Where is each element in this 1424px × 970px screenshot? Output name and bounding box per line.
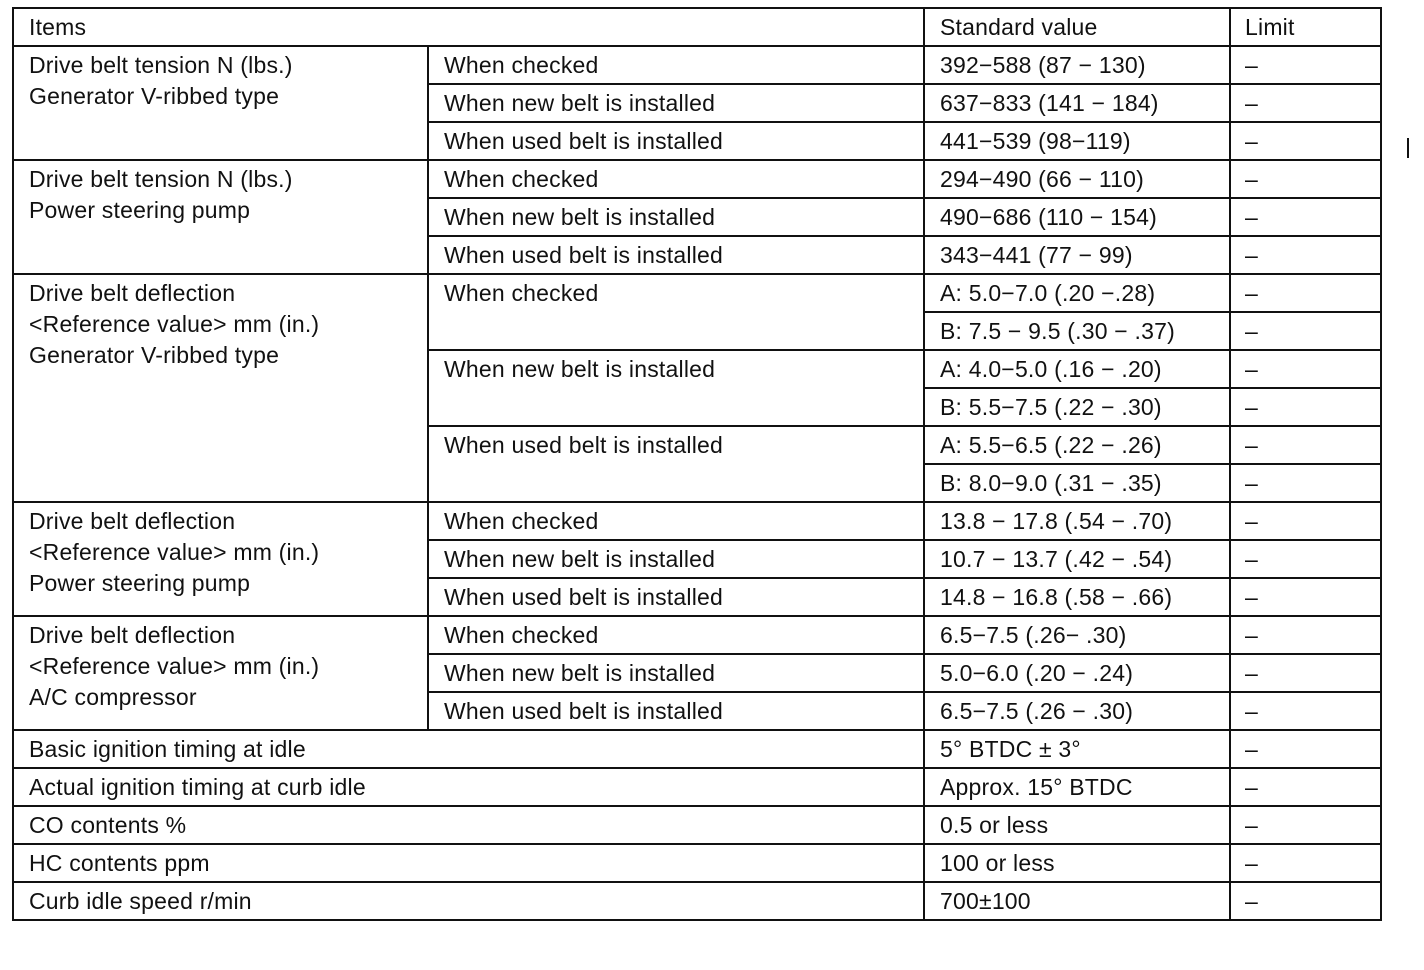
limit-cell: – <box>1230 350 1381 388</box>
limit-header: Limit <box>1230 8 1381 46</box>
limit-cell: – <box>1230 540 1381 578</box>
item-cell: Curb idle speed r/min <box>13 882 924 920</box>
standard-value-cell: 441−539 (98−119) <box>924 122 1230 160</box>
limit-cell: – <box>1230 236 1381 274</box>
standard-value-cell: A: 5.5−6.5 (.22 − .26) <box>924 426 1230 464</box>
limit-cell: – <box>1230 882 1381 920</box>
standard-value-cell: B: 8.0−9.0 (.31 − .35) <box>924 464 1230 502</box>
item-line: Drive belt tension N (lbs.) <box>29 52 293 78</box>
standard-value-cell: 100 or less <box>924 844 1230 882</box>
condition-cell: When checked <box>428 46 924 84</box>
condition-cell: When used belt is installed <box>428 122 924 160</box>
limit-cell: – <box>1230 844 1381 882</box>
item-line: A/C compressor <box>29 684 197 710</box>
condition-cell: When new belt is installed <box>428 540 924 578</box>
condition-cell: When used belt is installed <box>428 236 924 274</box>
table-row <box>13 730 1381 768</box>
standard-value-cell: B: 7.5 − 9.5 (.30 − .37) <box>924 312 1230 350</box>
condition-cell: When checked <box>428 616 924 654</box>
standard-value-header: Standard value <box>924 8 1230 46</box>
condition-cell: When new belt is installed <box>428 654 924 692</box>
item-line: Generator V-ribbed type <box>29 83 280 109</box>
item-line: <Reference value> mm (in.) <box>29 539 320 565</box>
table-row <box>13 502 1381 540</box>
standard-value-cell: 490−686 (110 − 154) <box>924 198 1230 236</box>
item-line: Generator V-ribbed type <box>29 342 280 368</box>
standard-value-cell: 700±100 <box>924 882 1230 920</box>
condition-cell: When used belt is installed <box>428 426 924 502</box>
item-line: Power steering pump <box>29 197 251 223</box>
item-line: <Reference value> mm (in.) <box>29 311 320 337</box>
item-cell <box>13 160 428 274</box>
header-row <box>13 8 1381 46</box>
table-row <box>13 616 1381 654</box>
standard-value-cell: B: 5.5−7.5 (.22 − .30) <box>924 388 1230 426</box>
condition-cell: When new belt is installed <box>428 198 924 236</box>
standard-value-cell: 14.8 − 16.8 (.58 − .66) <box>924 578 1230 616</box>
limit-cell: – <box>1230 122 1381 160</box>
table-row <box>13 160 1381 198</box>
limit-cell: – <box>1230 464 1381 502</box>
standard-value-cell: 5.0−6.0 (.20 − .24) <box>924 654 1230 692</box>
limit-cell: – <box>1230 692 1381 730</box>
margin-mark <box>1407 138 1409 158</box>
limit-cell: – <box>1230 578 1381 616</box>
condition-cell: When checked <box>428 160 924 198</box>
standard-value-cell: 13.8 − 17.8 (.54 − .70) <box>924 502 1230 540</box>
standard-value-cell: A: 4.0−5.0 (.16 − .20) <box>924 350 1230 388</box>
limit-cell: – <box>1230 160 1381 198</box>
standard-value-cell: 637−833 (141 − 184) <box>924 84 1230 122</box>
limit-cell: – <box>1230 730 1381 768</box>
limit-cell: – <box>1230 388 1381 426</box>
table-row <box>13 46 1381 84</box>
item-cell: Actual ignition timing at curb idle <box>13 768 924 806</box>
item-cell <box>13 274 428 502</box>
standard-value-cell: 6.5−7.5 (.26 − .30) <box>924 692 1230 730</box>
item-line: Drive belt tension N (lbs.) <box>29 166 293 192</box>
table-row <box>13 806 1381 844</box>
item-line: Drive belt deflection <box>29 508 236 534</box>
item-line: <Reference value> mm (in.) <box>29 653 320 679</box>
limit-cell: – <box>1230 426 1381 464</box>
condition-cell: When checked <box>428 274 924 350</box>
item-line: Power steering pump <box>29 570 251 596</box>
table-row <box>13 274 1381 312</box>
item-cell <box>13 502 428 616</box>
limit-cell: – <box>1230 46 1381 84</box>
limit-cell: – <box>1230 768 1381 806</box>
standard-value-cell: 6.5−7.5 (.26− .30) <box>924 616 1230 654</box>
item-cell <box>13 46 428 160</box>
limit-cell: – <box>1230 502 1381 540</box>
standard-value-cell: Approx. 15° BTDC <box>924 768 1230 806</box>
standard-value-cell: 0.5 or less <box>924 806 1230 844</box>
limit-cell: – <box>1230 654 1381 692</box>
condition-cell: When new belt is installed <box>428 350 924 426</box>
limit-cell: – <box>1230 312 1381 350</box>
item-cell <box>13 616 428 730</box>
item-cell: Basic ignition timing at idle <box>13 730 924 768</box>
limit-cell: – <box>1230 198 1381 236</box>
item-cell: CO contents % <box>13 806 924 844</box>
limit-cell: – <box>1230 616 1381 654</box>
standard-value-cell: 5° BTDC ± 3° <box>924 730 1230 768</box>
item-line: Drive belt deflection <box>29 280 236 306</box>
standard-value-cell: 392−588 (87 − 130) <box>924 46 1230 84</box>
condition-cell: When used belt is installed <box>428 578 924 616</box>
limit-cell: – <box>1230 806 1381 844</box>
specification-table <box>12 7 1382 921</box>
table-row <box>13 844 1381 882</box>
condition-cell: When used belt is installed <box>428 692 924 730</box>
condition-cell: When new belt is installed <box>428 84 924 122</box>
standard-value-cell: 294−490 (66 − 110) <box>924 160 1230 198</box>
table-row <box>13 882 1381 920</box>
item-cell: HC contents ppm <box>13 844 924 882</box>
condition-cell: When checked <box>428 502 924 540</box>
limit-cell: – <box>1230 84 1381 122</box>
table-row <box>13 768 1381 806</box>
standard-value-cell: 343−441 (77 − 99) <box>924 236 1230 274</box>
limit-cell: – <box>1230 274 1381 312</box>
item-line: Drive belt deflection <box>29 622 236 648</box>
standard-value-cell: A: 5.0−7.0 (.20 −.28) <box>924 274 1230 312</box>
items-header: Items <box>13 8 924 46</box>
standard-value-cell: 10.7 − 13.7 (.42 − .54) <box>924 540 1230 578</box>
